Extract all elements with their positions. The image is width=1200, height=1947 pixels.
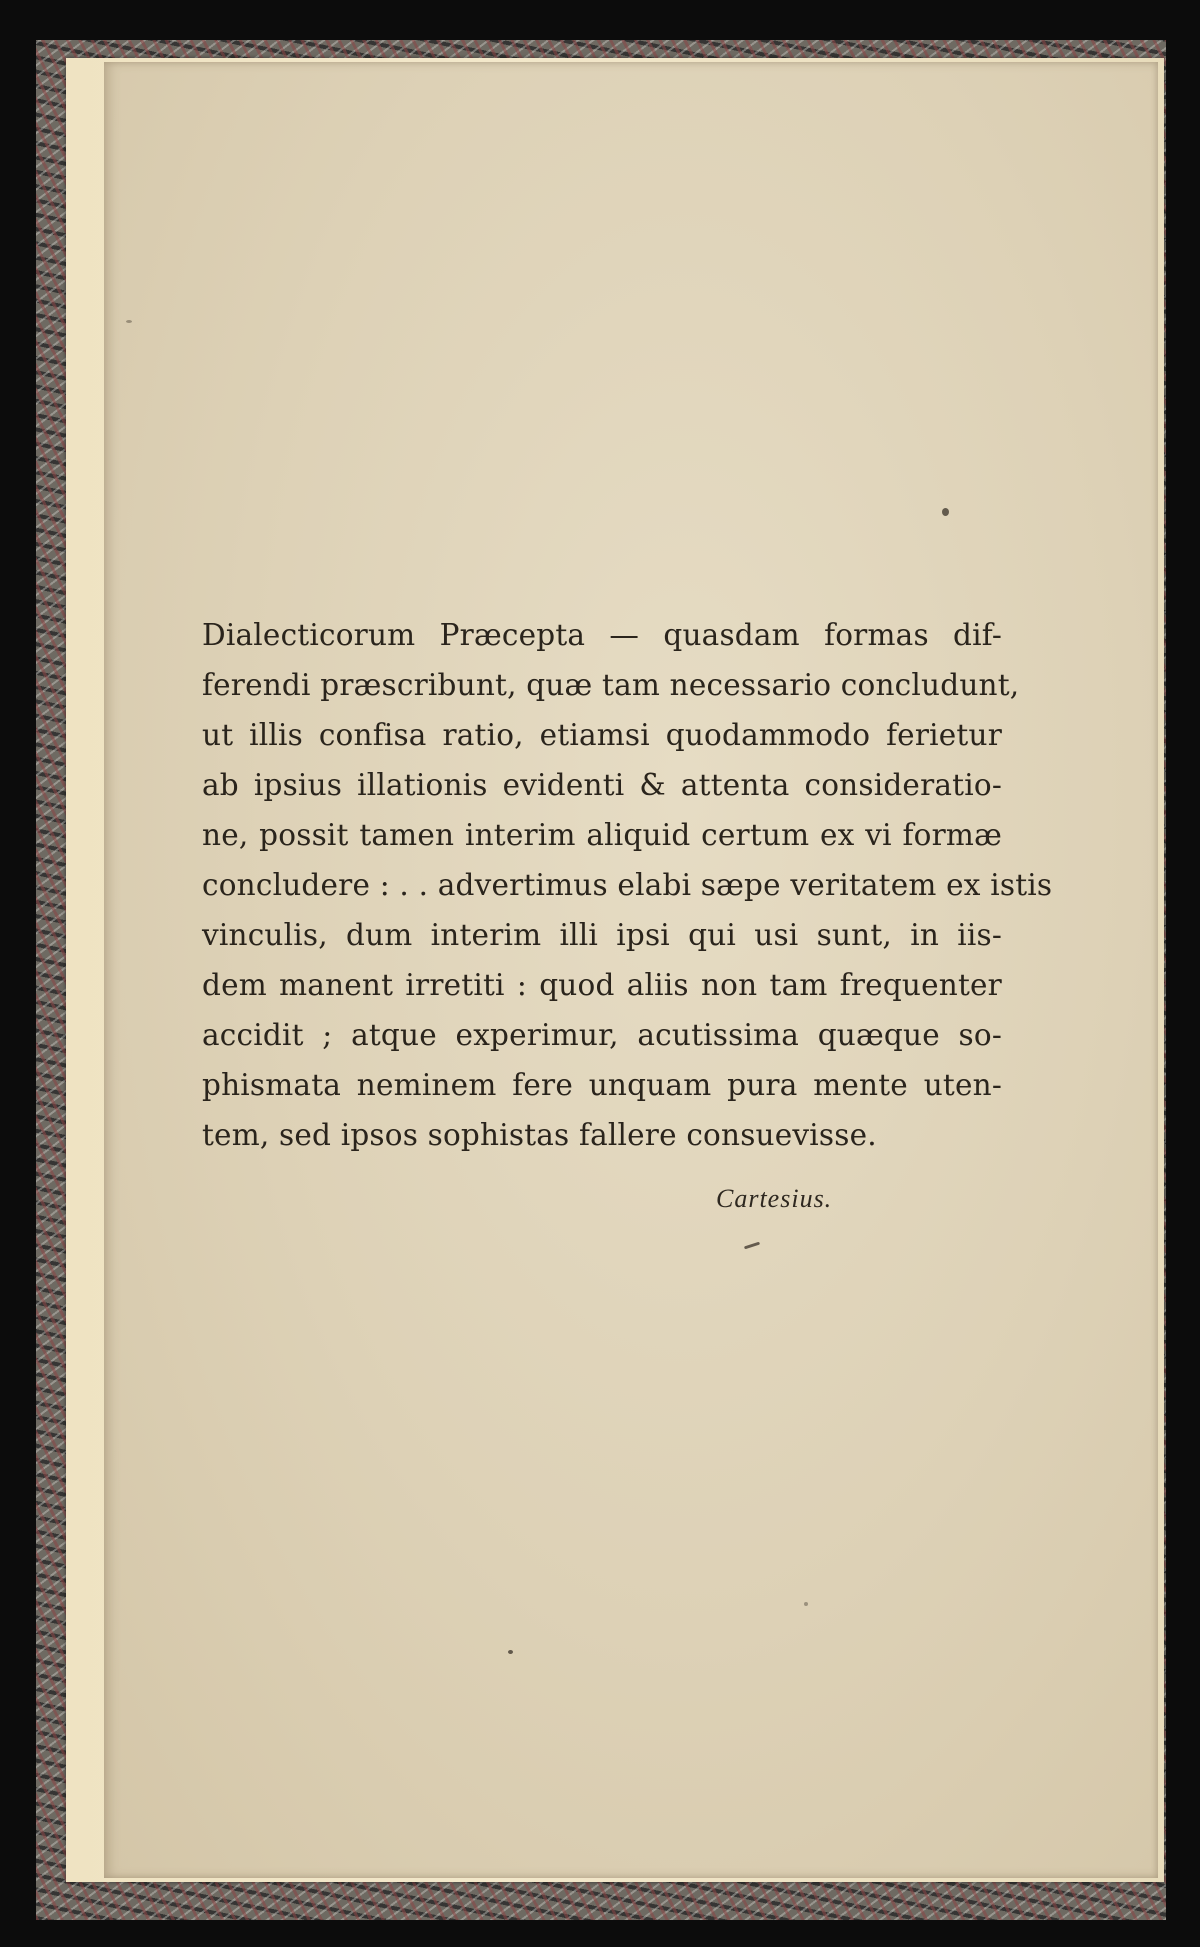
text-line: ne, possit tamen interim aliquid certum ex vi formæ (202, 818, 1002, 852)
ink-speck (508, 1650, 513, 1654)
quotation-text (202, 610, 1053, 1160)
attribution: Cartesius. (716, 1184, 833, 1213)
ink-speck (804, 1602, 808, 1606)
text-line: phismata neminem fere unquam pura mente uten- (202, 1068, 1002, 1102)
text-line: vinculis, dum interim illi ipsi qui usi sunt, in iis- (202, 918, 1002, 952)
ink-speck (942, 508, 949, 516)
text-line: dem manent irretiti : quod aliis non tam frequenter (202, 968, 1002, 1002)
text-line: ferendi præscribunt, quæ tam necessario concludunt, (202, 668, 1020, 702)
text-line: ab ipsius illationis evidenti & attenta consideratio- (202, 768, 1002, 802)
text-line: accidit ; atque experimur, acutissima quæque so- (202, 1018, 1002, 1052)
ink-speck (126, 320, 132, 323)
text-line: tem, sed ipsos sophistas fallere consuevisse. (202, 1118, 877, 1152)
ink-speck (744, 1242, 760, 1250)
text-line: concludere : . . advertimus elabi sæpe veritatem ex istis (202, 868, 1053, 902)
text-line: Dialecticorum Præcepta — quasdam formas dif- (202, 618, 1002, 652)
text-line: ut illis confisa ratio, etiamsi quodammodo ferietur (202, 718, 1002, 752)
